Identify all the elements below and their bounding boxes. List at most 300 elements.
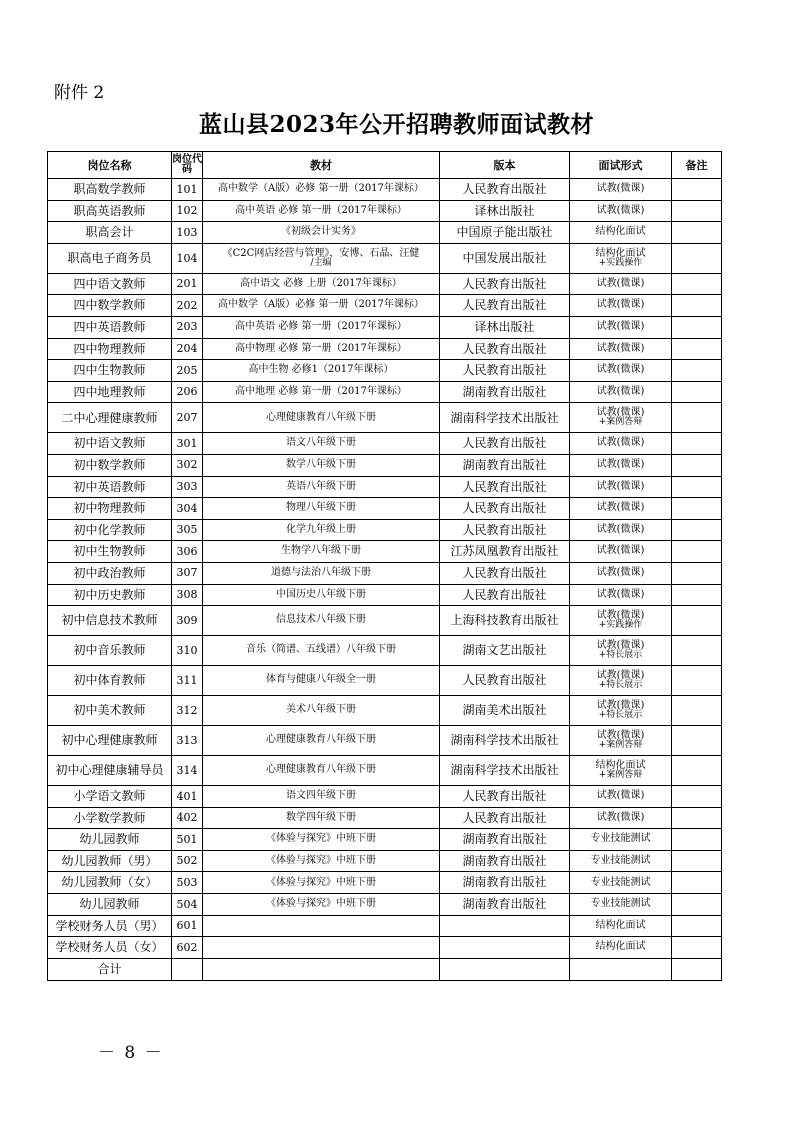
- interview-form-text: 结构化面试: [595, 247, 646, 259]
- publisher-text: 人民教育出版社: [462, 276, 547, 291]
- textbook: [203, 541, 440, 563]
- interview-form-text: 试教(微课): [596, 299, 645, 311]
- total-cell: [203, 958, 440, 980]
- position-name: [48, 786, 172, 808]
- interview-form: [570, 338, 672, 360]
- position-code: [172, 476, 203, 498]
- note: [672, 403, 722, 433]
- table-row: [48, 316, 722, 338]
- publisher: [440, 541, 570, 563]
- publisher: [440, 200, 570, 222]
- interview-form-text: 结构化面试: [595, 760, 646, 772]
- note: [672, 360, 722, 382]
- position-name-text: 四中生物教师: [73, 363, 146, 378]
- position-code-text: 502: [176, 854, 198, 868]
- textbook-text: 《C2C网店经营与管理》，安博、石晶、汪健: [222, 247, 420, 259]
- textbook-text: 道德与法治八年级下册: [271, 566, 371, 578]
- position-code: [172, 872, 203, 894]
- table-body: [48, 179, 722, 959]
- textbook: [203, 243, 440, 273]
- publisher: [440, 433, 570, 455]
- publisher: [440, 606, 570, 636]
- publisher-text: 上海科技教育出版社: [450, 613, 559, 628]
- position-name: [48, 243, 172, 273]
- interview-form: [570, 756, 672, 786]
- textbook: [203, 273, 440, 295]
- textbook: [203, 316, 440, 338]
- position-name: [48, 829, 172, 851]
- position-name: [48, 807, 172, 829]
- publisher: [440, 338, 570, 360]
- header-note: 备注: [672, 152, 722, 179]
- table-row: [48, 807, 722, 829]
- note: [672, 786, 722, 808]
- position-name-text: 二中心理健康教师: [61, 410, 158, 425]
- position-name-text: 四中地理教师: [73, 384, 146, 399]
- interview-form-text: 结构化面试: [595, 226, 646, 238]
- position-code-text: 202: [176, 298, 198, 312]
- textbook: [203, 295, 440, 317]
- position-code-text: 312: [176, 703, 198, 717]
- position-name-text: 四中物理教师: [73, 341, 146, 356]
- position-code: [172, 179, 203, 201]
- table-row: [48, 295, 722, 317]
- interview-form-subtext: +实践操作: [598, 257, 643, 268]
- textbook-text: 心理健康教育八年级下册: [266, 764, 376, 776]
- position-code: [172, 850, 203, 872]
- textbook-text: 高中英语 必修 第一册（2017年课标）: [235, 321, 407, 333]
- note: [672, 807, 722, 829]
- note: [672, 562, 722, 584]
- note: [672, 756, 722, 786]
- publisher-text: 译林出版社: [474, 319, 535, 334]
- publisher-text: 湖南教育出版社: [462, 832, 547, 847]
- publisher-text: 中国原子能出版社: [456, 225, 553, 240]
- publisher: [440, 807, 570, 829]
- interview-form-text: 专业技能测试: [590, 854, 651, 866]
- position-name-text: 四中英语教师: [73, 319, 146, 334]
- textbook: [203, 915, 440, 937]
- publisher: [440, 584, 570, 606]
- header-book: 教材: [203, 152, 440, 179]
- interview-form-text: 试教(微课): [596, 407, 645, 419]
- textbook-text: 高中数学（A版）必修 第一册（2017年课标）: [218, 183, 424, 195]
- note: [672, 295, 722, 317]
- interview-form-subtext: +特长展示: [598, 650, 643, 661]
- table-header-row: [48, 152, 722, 179]
- note: [672, 519, 722, 541]
- position-name: [48, 476, 172, 498]
- table-row: [48, 606, 722, 636]
- note: [672, 222, 722, 244]
- publisher: [440, 666, 570, 696]
- position-name-text: 初中英语教师: [73, 479, 146, 494]
- interview-form-text: 试教(微课): [596, 700, 645, 712]
- position-code: [172, 894, 203, 916]
- header-code: 岗位代码: [172, 152, 203, 179]
- publisher: [440, 829, 570, 851]
- note: [672, 338, 722, 360]
- textbook: [203, 696, 440, 726]
- publisher-text: 人民教育出版社: [462, 363, 547, 378]
- position-name: [48, 541, 172, 563]
- publisher-text: 人民教育出版社: [462, 789, 547, 804]
- interview-form: [570, 606, 672, 636]
- interview-form-subtext: +案例答辩: [598, 417, 643, 428]
- table-row: [48, 756, 722, 786]
- textbook-text: 物理八年级下册: [286, 502, 356, 514]
- interview-form: [570, 519, 672, 541]
- interview-form: [570, 807, 672, 829]
- note: [672, 726, 722, 756]
- position-name: [48, 454, 172, 476]
- table-row: [48, 872, 722, 894]
- position-code-text: 204: [176, 342, 198, 356]
- position-code: [172, 519, 203, 541]
- interview-form-text: 试教(微课): [596, 566, 645, 578]
- position-code: [172, 584, 203, 606]
- textbook-text: 高中地理 必修 第一册（2017年课标）: [235, 385, 407, 397]
- textbook-text: 高中语文 必修 上册（2017年课标）: [240, 277, 402, 289]
- textbook: [203, 360, 440, 382]
- position-code-text: 301: [176, 436, 198, 450]
- position-name: [48, 872, 172, 894]
- interview-form: [570, 273, 672, 295]
- note: [672, 584, 722, 606]
- page-number: － 8 －: [98, 1043, 164, 1063]
- interview-form: [570, 200, 672, 222]
- position-name-text: 学校财务人员（女）: [55, 940, 164, 955]
- position-code: [172, 403, 203, 433]
- note: [672, 606, 722, 636]
- interview-form-subtext: +案例答辩: [598, 740, 643, 751]
- note: [672, 829, 722, 851]
- position-name-text: 初中音乐教师: [73, 643, 146, 658]
- position-name-text: 初中化学教师: [73, 522, 146, 537]
- textbook: [203, 498, 440, 520]
- table-row: [48, 476, 722, 498]
- position-code: [172, 937, 203, 959]
- textbook-text: 心理健康教育八年级下册: [266, 411, 376, 423]
- position-name-text: 初中语文教师: [73, 436, 146, 451]
- note: [672, 666, 722, 696]
- textbook-text: 信息技术八年级下册: [276, 614, 366, 626]
- table-row: [48, 381, 722, 403]
- textbook: [203, 403, 440, 433]
- total-label: 合计: [48, 958, 172, 980]
- publisher: [440, 915, 570, 937]
- publisher-text: 人民教育出版社: [462, 182, 547, 196]
- position-code-text: 503: [176, 875, 198, 889]
- interview-form: [570, 696, 672, 726]
- note: [672, 915, 722, 937]
- interview-form: [570, 243, 672, 273]
- position-code: [172, 360, 203, 382]
- position-name: [48, 498, 172, 520]
- publisher-text: 人民教育出版社: [462, 479, 547, 494]
- interview-form: [570, 295, 672, 317]
- total-cell: [440, 958, 570, 980]
- document-title: 蓝山县2023年公开招聘教师面试教材: [198, 111, 594, 138]
- textbook-text: 高中英语 必修 第一册（2017年课标）: [235, 204, 407, 216]
- header-publisher: 版本: [440, 152, 570, 179]
- publisher-text: 人民教育出版社: [462, 501, 547, 516]
- publisher: [440, 454, 570, 476]
- textbook: [203, 829, 440, 851]
- position-code: [172, 726, 203, 756]
- publisher-text: 江苏凤凰教育出版社: [450, 544, 559, 559]
- table-row: [48, 829, 722, 851]
- textbook-text: 《体验与探究》中班下册: [266, 854, 376, 866]
- publisher-text: 湖南教育出版社: [462, 853, 547, 868]
- textbook: [203, 726, 440, 756]
- position-code: [172, 381, 203, 403]
- position-code-text: 201: [176, 277, 198, 291]
- publisher: [440, 726, 570, 756]
- table-row: [48, 786, 722, 808]
- publisher: [440, 360, 570, 382]
- interview-form-subtext: +特长展示: [598, 680, 643, 691]
- position-code-text: 313: [176, 733, 198, 747]
- position-name: [48, 756, 172, 786]
- publisher-text: 湖南科学技术出版社: [450, 733, 559, 748]
- interview-form-text: 结构化面试: [595, 919, 646, 931]
- table-row: [48, 937, 722, 959]
- interview-form-text: 试教(微课): [596, 523, 645, 535]
- position-name-text: 初中生物教师: [73, 544, 146, 559]
- note: [672, 273, 722, 295]
- interview-form-text: 试教(微课): [596, 610, 645, 622]
- interview-form: [570, 381, 672, 403]
- position-code-text: 402: [176, 811, 198, 825]
- interview-form: [570, 360, 672, 382]
- table-row: [48, 273, 722, 295]
- textbook-text: 《体验与探究》中班下册: [266, 833, 376, 845]
- position-code: [172, 222, 203, 244]
- interview-form: [570, 726, 672, 756]
- position-code-text: 104: [176, 251, 198, 265]
- table-row: [48, 726, 722, 756]
- position-name: [48, 403, 172, 433]
- position-code: [172, 338, 203, 360]
- publisher: [440, 316, 570, 338]
- position-name-text: 初中体育教师: [73, 673, 146, 688]
- textbook-text: 《体验与探究》中班下册: [266, 898, 376, 910]
- note: [672, 200, 722, 222]
- position-code-text: 307: [176, 566, 198, 580]
- textbook: [203, 222, 440, 244]
- position-name-text: 职高数学教师: [73, 182, 146, 196]
- position-code: [172, 786, 203, 808]
- position-name-text: 学校财务人员（男）: [55, 918, 164, 933]
- publisher-text: 人民教育出版社: [462, 810, 547, 825]
- position-name-text: 初中数学教师: [73, 457, 146, 472]
- publisher: [440, 519, 570, 541]
- position-name: [48, 666, 172, 696]
- publisher-text: 人民教育出版社: [462, 341, 547, 356]
- note: [672, 850, 722, 872]
- position-code-text: 306: [176, 544, 198, 558]
- publisher: [440, 273, 570, 295]
- note: [672, 433, 722, 455]
- textbook: [203, 454, 440, 476]
- publisher-text: 湖南教育出版社: [462, 875, 547, 890]
- publisher-text: 湖南科学技术出版社: [450, 410, 559, 425]
- table-row: [48, 696, 722, 726]
- interview-form-text: 结构化面试: [595, 941, 646, 953]
- position-code-text: 203: [176, 320, 198, 334]
- position-code-text: 311: [176, 673, 198, 687]
- position-name-text: 初中心理健康辅导员: [55, 763, 164, 778]
- textbook-table: [47, 151, 722, 981]
- position-name-text: 幼儿园教师: [79, 832, 140, 847]
- interview-form-text: 试教(微课): [596, 502, 645, 514]
- interview-form: [570, 786, 672, 808]
- textbook-text: 美术八年级下册: [286, 704, 356, 716]
- interview-form-text: 专业技能测试: [590, 876, 651, 888]
- note: [672, 476, 722, 498]
- attachment-label: 附件 2: [54, 83, 105, 103]
- position-name: [48, 726, 172, 756]
- position-code-text: 309: [176, 613, 198, 627]
- textbook-text: 高中生物 必修1（2017年课标）: [248, 364, 394, 376]
- textbook-text: 数学四年级下册: [286, 811, 356, 823]
- textbook-text: 数学八年级下册: [286, 458, 356, 470]
- textbook-subtext: /主编: [310, 257, 332, 268]
- note: [672, 316, 722, 338]
- position-name-text: 职高英语教师: [73, 203, 146, 218]
- publisher: [440, 498, 570, 520]
- note: [672, 636, 722, 666]
- textbook: [203, 636, 440, 666]
- interview-form: [570, 915, 672, 937]
- interview-form-text: 试教(微课): [596, 364, 645, 376]
- position-code: [172, 200, 203, 222]
- interview-form-text: 试教(微课): [596, 277, 645, 289]
- table-row: [48, 498, 722, 520]
- position-code-text: 302: [176, 458, 198, 472]
- publisher: [440, 222, 570, 244]
- position-name-text: 初中心理健康教师: [61, 733, 158, 748]
- position-name: [48, 894, 172, 916]
- table-row: [48, 243, 722, 273]
- table-row: [48, 666, 722, 696]
- position-name: [48, 636, 172, 666]
- interview-form-text: 试教(微课): [596, 204, 645, 216]
- note: [672, 381, 722, 403]
- textbook: [203, 433, 440, 455]
- position-name: [48, 696, 172, 726]
- interview-form-text: 试教(微课): [596, 670, 645, 682]
- textbook: [203, 807, 440, 829]
- interview-form-subtext: +特长展示: [598, 710, 643, 721]
- textbook: [203, 381, 440, 403]
- note: [672, 937, 722, 959]
- position-code: [172, 696, 203, 726]
- interview-form: [570, 403, 672, 433]
- position-name-text: 初中美术教师: [73, 703, 146, 718]
- position-name-text: 职高电子商务员: [67, 250, 152, 265]
- interview-form-text: 试教(微课): [596, 437, 645, 449]
- textbook: [203, 519, 440, 541]
- publisher-text: 湖南文艺出版社: [462, 643, 547, 658]
- table-row: [48, 519, 722, 541]
- position-name-text: 幼儿园教师（女）: [61, 875, 158, 890]
- table-row: [48, 179, 722, 201]
- position-code-text: 303: [176, 480, 198, 494]
- textbook-text: 音乐（简谱、五线谱）八年级下册: [246, 644, 396, 656]
- publisher-text: 中国发展出版社: [462, 250, 547, 265]
- publisher-text: 译林出版社: [474, 203, 535, 218]
- interview-form-text: 试教(微课): [596, 480, 645, 492]
- note: [672, 872, 722, 894]
- position-name-text: 四中语文教师: [73, 276, 146, 291]
- position-name: [48, 937, 172, 959]
- interview-form-text: 试教(微课): [596, 730, 645, 742]
- interview-form-text: 专业技能测试: [590, 833, 651, 845]
- publisher: [440, 636, 570, 666]
- position-code-text: 401: [176, 789, 198, 803]
- total-cell: [570, 958, 672, 980]
- textbook: [203, 850, 440, 872]
- position-name-text: 幼儿园教师: [79, 897, 140, 912]
- interview-form: [570, 666, 672, 696]
- interview-form-subtext: +实践操作: [598, 620, 643, 631]
- table-row: [48, 894, 722, 916]
- interview-form: [570, 541, 672, 563]
- position-name: [48, 850, 172, 872]
- total-cell: [172, 958, 203, 980]
- textbook: [203, 894, 440, 916]
- interview-form-text: 试教(微课): [596, 640, 645, 652]
- table-row: [48, 403, 722, 433]
- table-row: [48, 222, 722, 244]
- interview-form: [570, 937, 672, 959]
- publisher: [440, 243, 570, 273]
- table-row: [48, 433, 722, 455]
- position-name-text: 初中物理教师: [73, 501, 146, 516]
- interview-form-text: 试教(微课): [596, 385, 645, 397]
- table-row: [48, 200, 722, 222]
- position-name: [48, 179, 172, 201]
- publisher-text: 湖南教育出版社: [462, 457, 547, 472]
- publisher-text: 湖南科学技术出版社: [450, 763, 559, 778]
- position-code: [172, 541, 203, 563]
- publisher-text: 湖南教育出版社: [462, 897, 547, 912]
- table-row: [48, 850, 722, 872]
- interview-form: [570, 476, 672, 498]
- interview-form-text: 试教(微课): [596, 458, 645, 470]
- textbook: [203, 666, 440, 696]
- textbook: [203, 872, 440, 894]
- position-name: [48, 584, 172, 606]
- publisher-text: 人民教育出版社: [462, 673, 547, 688]
- textbook: [203, 476, 440, 498]
- position-name: [48, 200, 172, 222]
- position-code: [172, 454, 203, 476]
- position-name: [48, 360, 172, 382]
- textbook: [203, 179, 440, 201]
- position-code-text: 205: [176, 363, 198, 377]
- publisher: [440, 295, 570, 317]
- publisher: [440, 872, 570, 894]
- publisher: [440, 403, 570, 433]
- position-name-text: 初中历史教师: [73, 587, 146, 602]
- publisher-text: 人民教育出版社: [462, 298, 547, 313]
- position-code-text: 504: [176, 897, 198, 911]
- table-row: [48, 360, 722, 382]
- note: [672, 541, 722, 563]
